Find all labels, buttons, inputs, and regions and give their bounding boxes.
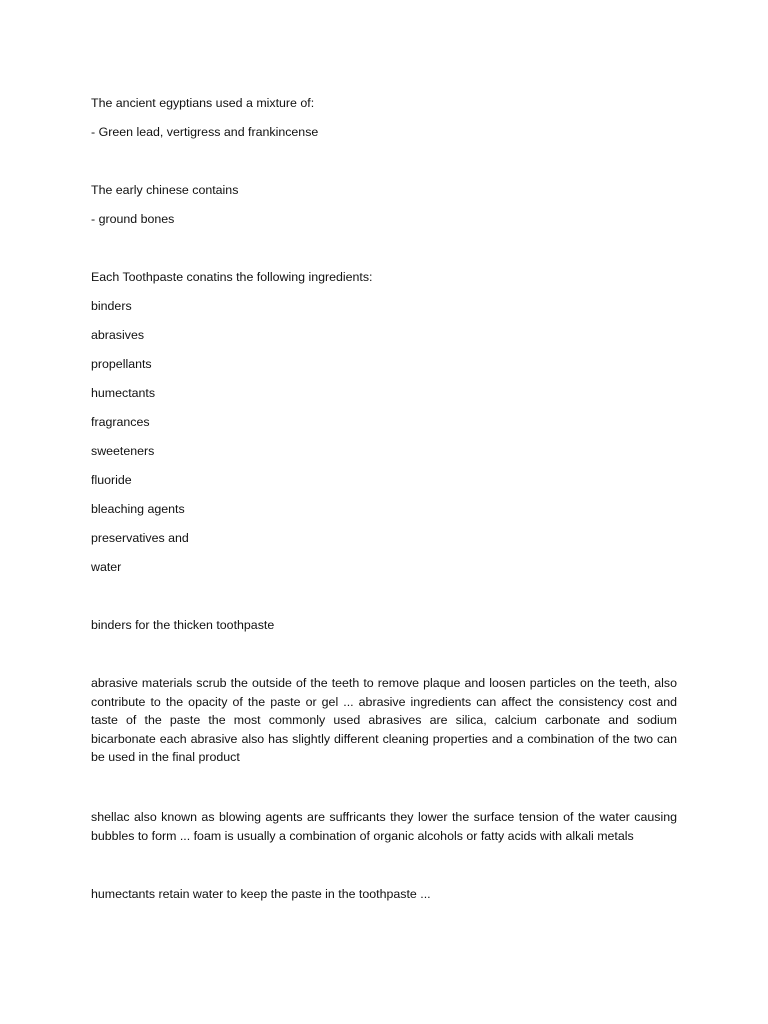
binders-paragraph: binders for the thicken toothpaste <box>91 618 275 632</box>
abrasives-paragraph: abrasive materials scrub the outside of the teeth to remove plaque and loosen particles on the teeth, also contribute to the opacity of the paste or gel ... abrasive ingredients can affect the consistency cost and taste of the paste the most commonly used abrasives are silica, calcium carbonate and sodium bicarbonate each abrasive also has slightly different cleaning properties and a combination of the two can be used in the final product <box>91 676 677 764</box>
chinese-item: - ground bones <box>91 212 175 226</box>
ingredient-item: sweeteners <box>91 444 155 458</box>
egyptians-item: - Green lead, vertigress and frankincense <box>91 125 319 139</box>
ingredient-item: preservatives and <box>91 531 189 545</box>
ingredient-item: propellants <box>91 357 152 371</box>
humectants-paragraph: humectants retain water to keep the paste in the toothpaste ... <box>91 887 431 901</box>
egyptians-heading: The ancient egyptians used a mixture of: <box>91 96 315 110</box>
ingredient-item: bleaching agents <box>91 502 185 516</box>
ingredient-item: binders <box>91 299 132 313</box>
ingredient-item: fluoride <box>91 473 132 487</box>
ingredients-heading: Each Toothpaste conatins the following ingredients: <box>91 270 373 284</box>
chinese-heading: The early chinese contains <box>91 183 239 197</box>
ingredient-item: fragrances <box>91 415 150 429</box>
ingredient-item: abrasives <box>91 328 145 342</box>
shellac-paragraph: shellac also known as blowing agents are suffricants they lower the surface tension of the water causing bubbles to form ... foam is usually a combination of organic alcohols or fatty acids with alkali metals <box>91 810 677 843</box>
ingredient-item: water <box>91 560 122 574</box>
ingredient-item: humectants <box>91 386 156 400</box>
